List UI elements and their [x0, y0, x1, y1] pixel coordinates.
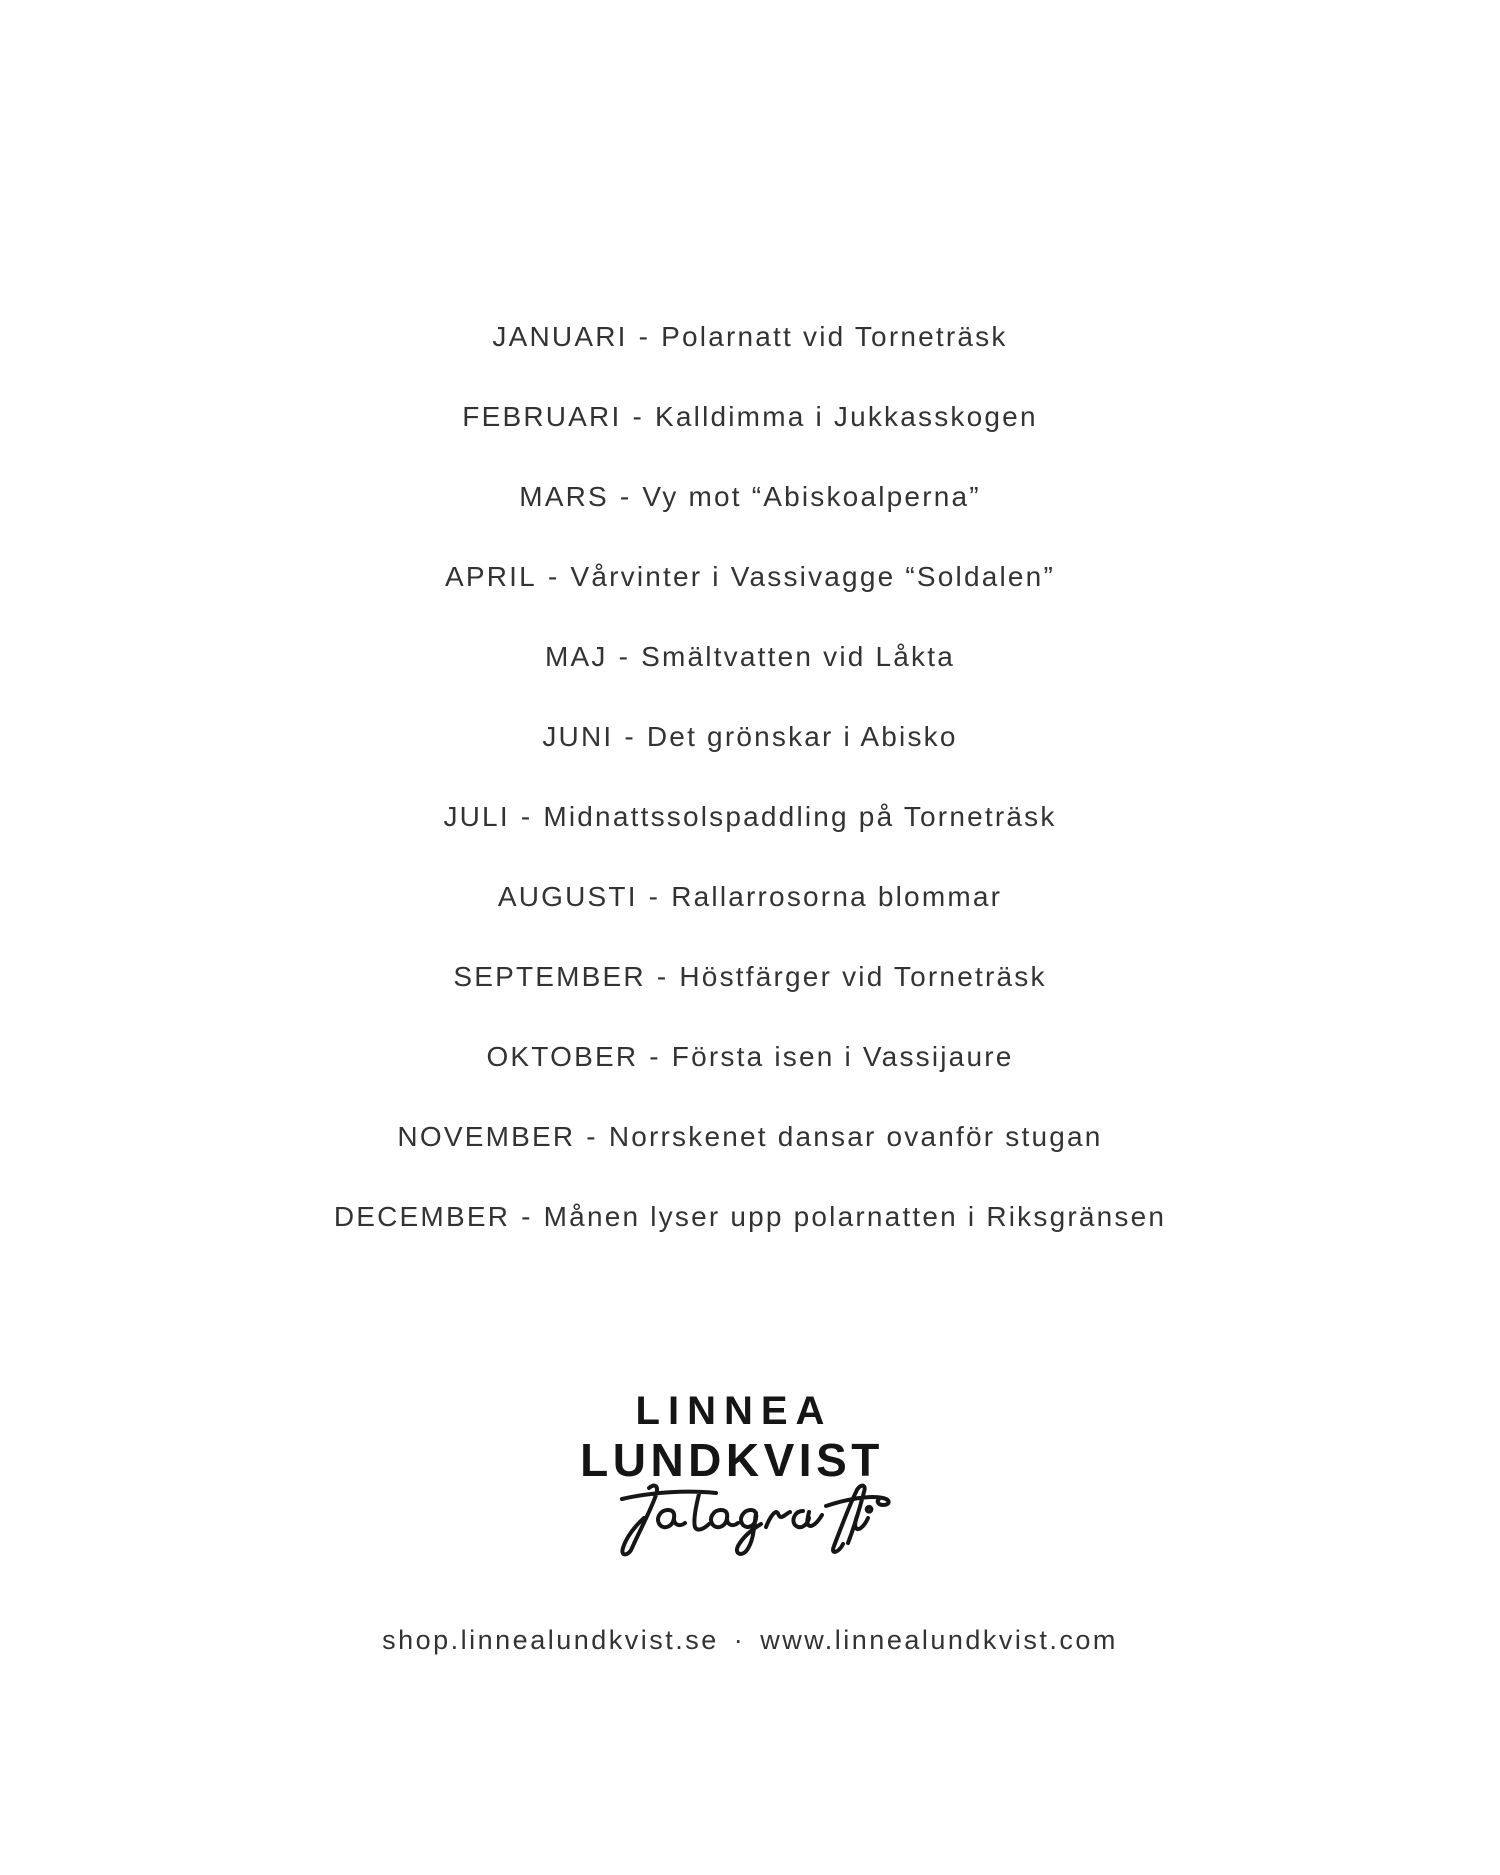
month-row — [0, 857, 1500, 937]
logo — [0, 1389, 1500, 1562]
month-name: JULI — [443, 801, 510, 832]
footer-shop-url: shop.linnealundkvist.se — [382, 1625, 719, 1655]
month-row — [0, 377, 1500, 457]
month-separator: - — [624, 721, 636, 752]
month-name: APRIL — [445, 561, 537, 592]
month-name: MARS — [519, 481, 609, 512]
month-row — [0, 457, 1500, 537]
month-separator: - — [632, 401, 644, 432]
month-separator: - — [638, 321, 651, 352]
month-name: MAJ — [544, 641, 608, 672]
month-separator: - — [656, 961, 669, 992]
month-row — [0, 1177, 1500, 1257]
month-name: AUGUSTI — [497, 881, 638, 912]
month-separator: - — [619, 481, 632, 512]
month-row — [0, 697, 1500, 777]
month-name: JUNI — [542, 721, 614, 752]
month-title: Höstfärger vid Torneträsk — [679, 961, 1047, 992]
month-name: SEPTEMBER — [453, 961, 646, 992]
month-title: Smältvatten vid Låkta — [641, 641, 956, 672]
logo-name-line1: LINNEA — [635, 1389, 833, 1433]
month-row — [0, 777, 1500, 857]
month-row — [0, 937, 1500, 1017]
month-title: Rallarrosorna blommar — [671, 881, 1003, 912]
month-name: OKTOBER — [486, 1041, 639, 1072]
month-separator: - — [649, 1041, 661, 1072]
month-title: Polarnatt vid Torneträsk — [661, 321, 1008, 352]
month-name: JANUARI — [492, 321, 628, 352]
month-title: Vy mot “Abiskoalperna” — [642, 481, 981, 512]
logo-name-line2: LUNDKVIST — [580, 1434, 884, 1486]
logo-wordmark — [0, 1389, 1480, 1485]
month-title: Vårvinter i Vassivagge “Soldalen” — [570, 561, 1055, 592]
month-row — [0, 1097, 1500, 1177]
month-row — [0, 537, 1500, 617]
month-separator: - — [521, 1201, 533, 1232]
month-separator: - — [520, 801, 533, 832]
month-row — [0, 1017, 1500, 1097]
month-row — [0, 297, 1500, 377]
footer — [0, 1625, 1500, 1655]
month-title: Norrskenet dansar ovanför stugan — [608, 1121, 1103, 1152]
footer-separator: · — [733, 1625, 746, 1655]
month-title: Det grönskar i Abisko — [646, 721, 958, 752]
month-title: Kalldimma i Jukkasskogen — [655, 401, 1038, 432]
fotografi-script-icon — [604, 1482, 896, 1562]
month-name: NOVEMBER — [397, 1121, 576, 1152]
month-title: Första isen i Vassijaure — [671, 1041, 1014, 1072]
month-separator: - — [648, 881, 661, 912]
month-title: Midnattssolspaddling på Torneträsk — [543, 801, 1057, 832]
month-name: FEBRUARI — [462, 401, 622, 432]
month-title: Månen lyser upp polarnatten i Riksgränsen — [543, 1201, 1167, 1232]
month-row — [0, 617, 1500, 697]
month-separator: - — [618, 641, 631, 672]
month-name: DECEMBER — [333, 1201, 511, 1232]
month-separator: - — [586, 1121, 598, 1152]
month-separator: - — [547, 561, 560, 592]
footer-www-url: www.linnealundkvist.com — [760, 1625, 1118, 1655]
